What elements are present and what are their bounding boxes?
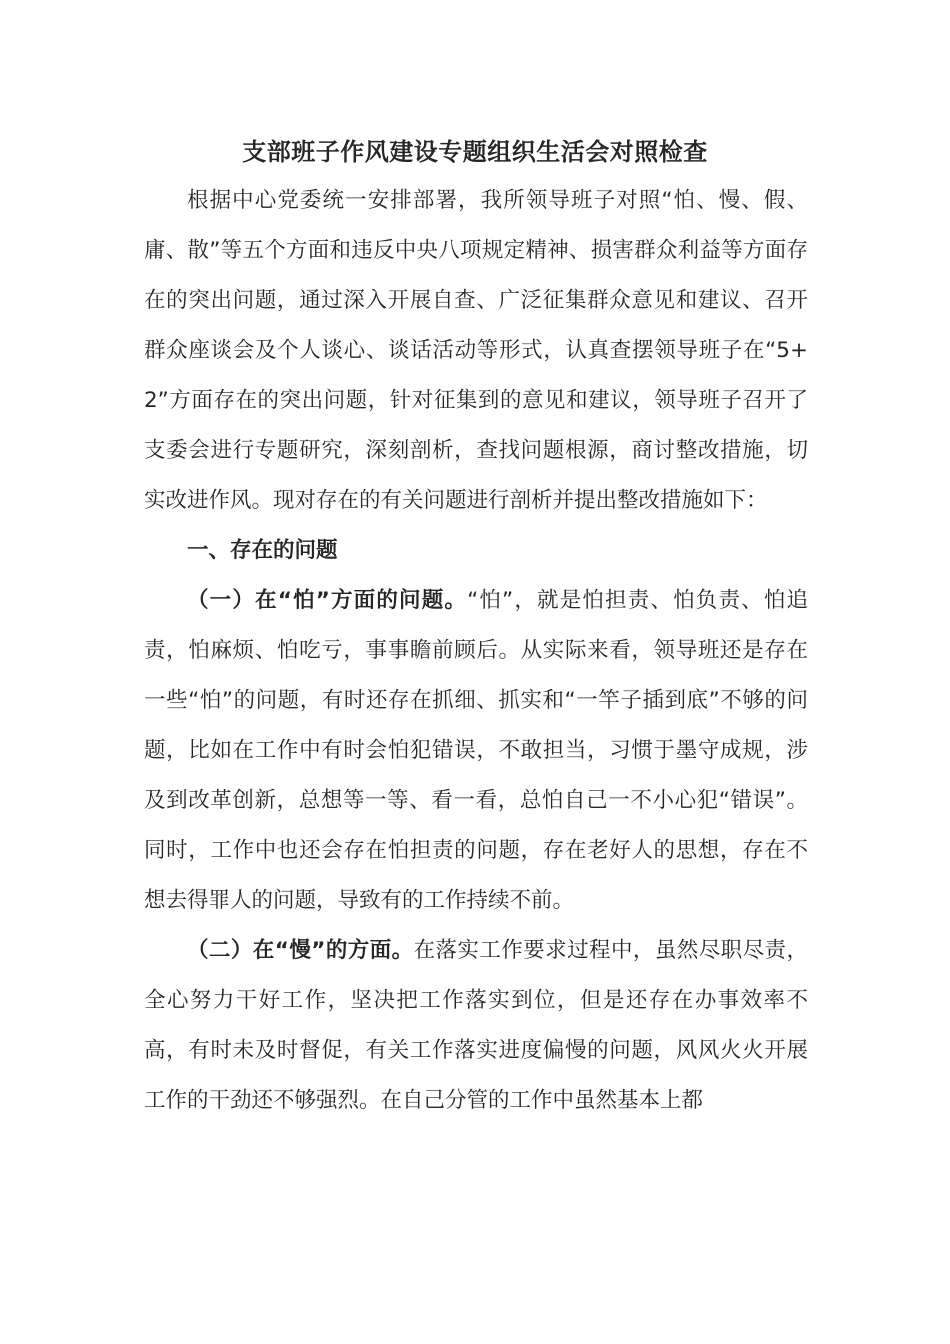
issue-lead-1: （一）在“怕”方面的问题。 [187, 588, 468, 613]
issue-text-2: 在落实工作要求过程中，虽然尽职尽责，全心努力干好工作，坚决把工作落实到位，但是还存在办事效率不高，有时未及时督促，有关工作落实进度偏慢的问题，风风火火开展工作的干劲还不够强烈。在自己分管的工作中虽然基本上都 [144, 938, 808, 1113]
issue-text-1: “怕”，就是怕担责、怕负责、怕追责，怕麻烦、怕吃亏，事事瞻前顾后。从实际来看，领导班还是存在一些“怕”的问题，有时还存在抓细、抓实和“一竿子插到底”不够的问题，比如在工作中有时会怕犯错误，不敢担当，习惯于墨守成规，涉及到改革创新，总想等一等、看一看，总怕自己一不小心犯“错误”。同时，工作中也还会存在怕担责的问题，存在老好人的思想，存在不想去得罪人的问题，导致有的工作持续不前。 [144, 588, 808, 913]
section-heading: 一、存在的问题 [187, 538, 338, 563]
document-title: 支部班子作风建设专题组织生活会对照检查 [242, 138, 708, 166]
intro-paragraph: 根据中心党委统一安排部署，我所领导班子对照“怕、慢、假、庸、散”等五个方面和违反中央八项规定精神、损害群众利益等方面存在的突出问题，通过深入开展自查、广泛征集群众意见和建议、召开群众座谈会及个人谈心、谈话活动等形式，认真查摆领导班子在“5+2”方面存在的突出问题，针对征集到的意见和建议，领导班子召开了支委会进行专题研究，深刻剖析，查找问题根源，商讨整改措施，切实改进作风。现对存在的有关问题进行剖析并提出整改措施如下： [144, 188, 808, 513]
document-body [144, 176, 808, 1126]
issue-lead-2: （二）在“慢”的方面。 [187, 938, 414, 963]
issue-paragraph-1 [144, 576, 808, 926]
issue-paragraph-2 [144, 926, 808, 1126]
